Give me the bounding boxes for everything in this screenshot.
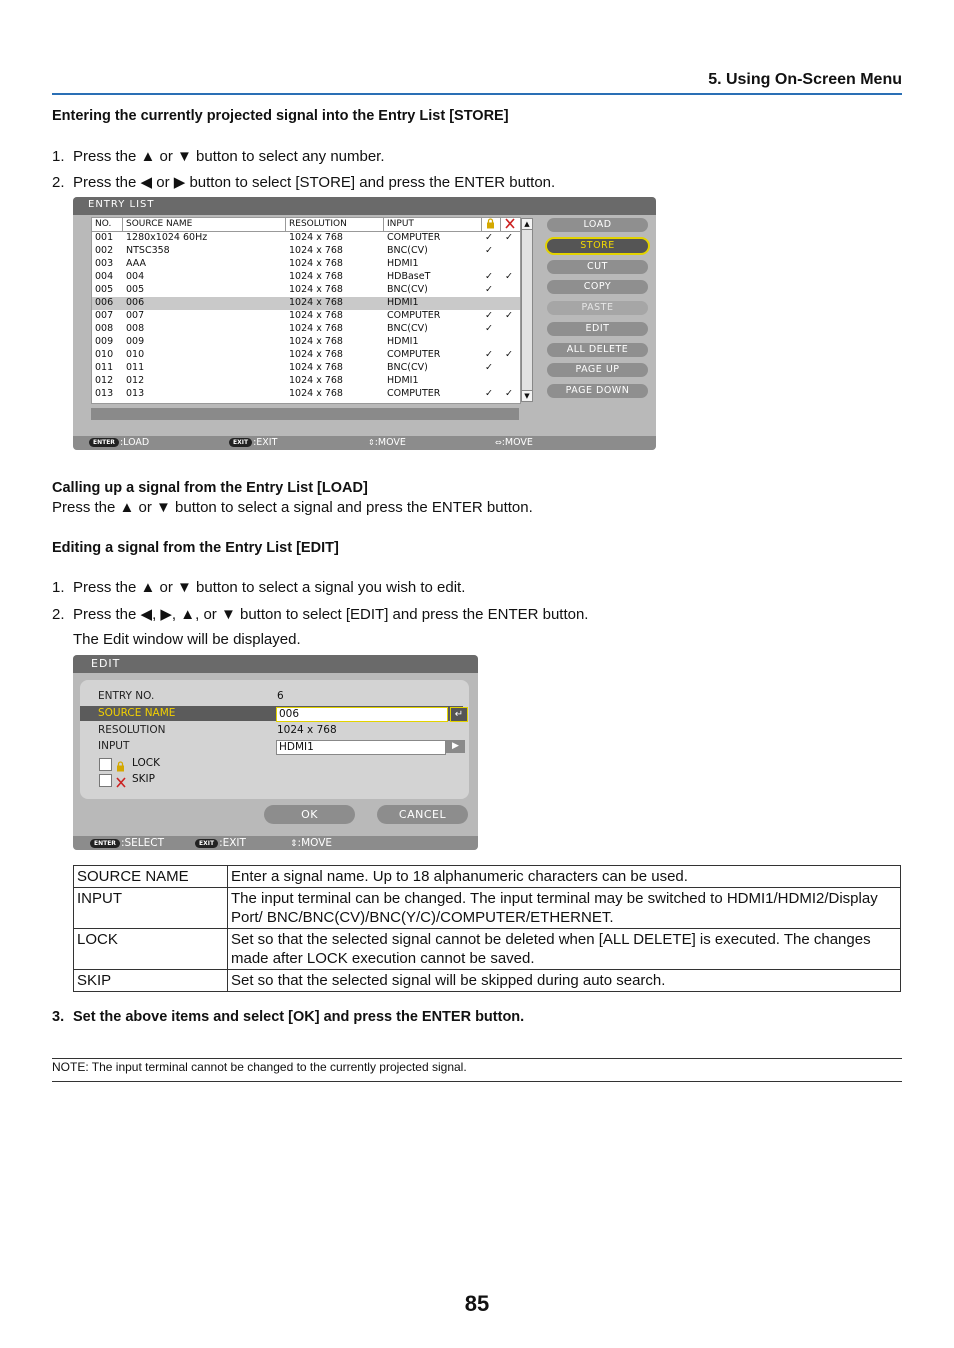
table-row[interactable] (92, 258, 520, 271)
store-button[interactable]: STORE (547, 239, 648, 253)
table-row[interactable] (92, 323, 520, 336)
edit-window-title: EDIT (73, 655, 478, 673)
paste-button[interactable]: PASTE (547, 301, 648, 315)
table-row (74, 866, 901, 888)
lock-label: LOCK (132, 757, 160, 769)
row-source-name: 012 (126, 375, 145, 386)
row-input: COMPUTER (387, 349, 441, 360)
skip-icon (505, 218, 515, 232)
row-no: 003 (95, 258, 114, 269)
enter-return-icon[interactable]: ↵ (450, 707, 468, 722)
row-lock-check: ✓ (485, 388, 493, 399)
row-no: 005 (95, 284, 114, 295)
enter-load-hint: ENTER :LOAD (89, 436, 149, 450)
row-resolution: 1024 x 768 (289, 323, 343, 334)
exit-hint: EXIT :EXIT (195, 836, 246, 850)
row-skip-check: ✓ (505, 349, 513, 360)
source-name-row[interactable]: SOURCE NAME 006 ↵ (80, 706, 463, 721)
row-input: BNC(CV) (387, 284, 428, 295)
table-row[interactable] (92, 245, 520, 258)
edit-subtext: The Edit window will be displayed. (73, 631, 301, 648)
row-resolution: 1024 x 768 (289, 310, 343, 321)
skip-label: SKIP (132, 773, 155, 785)
table-row[interactable] (92, 362, 520, 375)
row-input: COMPUTER (387, 310, 441, 321)
row-source-name: 1280x1024 60Hz (126, 232, 208, 243)
resolution-row: RESOLUTION 1024 x 768 (98, 724, 337, 736)
input-row[interactable]: INPUT HDMI1 ▶ (80, 739, 463, 754)
item-description: Set so that the selected signal cannot be deleted when [ALL DELETE] is executed. The changes made after LOCK execution cannot be saved. (228, 929, 901, 970)
note-text: NOTE: The input terminal cannot be changed to the currently projected signal. (52, 1060, 467, 1074)
row-resolution: 1024 x 768 (289, 349, 343, 360)
row-source-name: 008 (126, 323, 145, 334)
resolution-value: 1024 x 768 (277, 724, 337, 736)
row-input: BNC(CV) (387, 323, 428, 334)
entry-list-table (91, 217, 521, 404)
edit-step-3: 3. Set the above items and select [OK] and press the ENTER button. (52, 1009, 525, 1025)
row-no: 001 (95, 232, 114, 243)
row-resolution: 1024 x 768 (289, 375, 343, 386)
row-input: COMPUTER (387, 388, 441, 399)
cut-button[interactable]: CUT (547, 260, 648, 274)
row-no: 011 (95, 362, 114, 373)
row-input: HDMI1 (387, 258, 419, 269)
input-select[interactable]: HDMI1 (276, 740, 446, 755)
row-resolution: 1024 x 768 (289, 362, 343, 373)
col-source-name: SOURCE NAME (126, 219, 193, 229)
enter-key-icon: ENTER (89, 438, 119, 447)
store-step-2: 2. Press the ◀ or ▶ button to select [STORE] and press the ENTER button. (52, 174, 556, 191)
updown-arrows-icon: ⇕ (368, 438, 375, 447)
row-no: 007 (95, 310, 114, 321)
row-resolution: 1024 x 768 (289, 336, 343, 347)
row-source-name: 010 (126, 349, 145, 360)
row-lock-check: ✓ (485, 284, 493, 295)
entry-list-footer (73, 436, 656, 450)
item-name: INPUT (74, 888, 228, 929)
lock-icon (486, 218, 495, 232)
load-text: Press the ▲ or ▼ button to select a signal and press the ENTER button. (52, 499, 533, 516)
edit-footer (73, 836, 478, 850)
edit-step-1: 1. Press the ▲ or ▼ button to select a signal you wish to edit. (52, 579, 466, 596)
row-source-name: 006 (126, 297, 145, 308)
table-row[interactable] (92, 388, 520, 401)
load-heading: Calling up a signal from the Entry List [LOAD] (52, 480, 368, 496)
row-resolution: 1024 x 768 (289, 388, 343, 399)
horizontal-scrollbar[interactable] (91, 408, 519, 420)
item-description: The input terminal can be changed. The input terminal may be switched to HDMI1/HDMI2/Display Port/ BNC/BNC(CV)/BNC(Y/C)/COMPUTER/ETHERNET. (228, 888, 901, 929)
row-resolution: 1024 x 768 (289, 297, 343, 308)
table-row[interactable] (92, 284, 520, 297)
page-down-button[interactable]: PAGE DOWN (547, 384, 648, 398)
row-input: HDMI1 (387, 336, 419, 347)
move-hint: ⇕:MOVE (290, 837, 333, 849)
row-source-name: 004 (126, 271, 145, 282)
row-no: 013 (95, 388, 114, 399)
edit-step-2: 2. Press the ◀, ▶, ▲, or ▼ button to select [EDIT] and press the ENTER button. (52, 606, 589, 623)
row-source-name: 007 (126, 310, 145, 321)
table-row[interactable] (92, 375, 520, 388)
row-source-name: 013 (126, 388, 145, 399)
row-input: COMPUTER (387, 232, 441, 243)
row-resolution: 1024 x 768 (289, 284, 343, 295)
row-no: 004 (95, 271, 114, 282)
store-step-1: 1. Press the ▲ or ▼ button to select any number. (52, 148, 385, 165)
row-lock-check: ✓ (485, 271, 493, 282)
page-up-button[interactable]: PAGE UP (547, 363, 648, 377)
edit-items-table (73, 865, 901, 992)
table-row[interactable] (92, 232, 520, 245)
row-source-name: AAA (126, 258, 147, 269)
copy-button[interactable]: COPY (547, 280, 648, 294)
move-horizontal-hint: ⇔:MOVE (495, 437, 533, 448)
row-input: HDMI1 (387, 375, 419, 386)
store-heading: Entering the currently projected signal into the Entry List [STORE] (52, 108, 509, 124)
item-description: Enter a signal name. Up to 18 alphanumeric characters can be used. (228, 866, 901, 888)
row-input: HDMI1 (387, 297, 419, 308)
row-lock-check: ✓ (485, 232, 493, 243)
table-row[interactable] (92, 336, 520, 349)
move-vertical-hint: ⇕:MOVE (368, 437, 406, 448)
row-input: BNC(CV) (387, 245, 428, 256)
page-number: 85 (464, 1291, 490, 1316)
row-skip-check: ✓ (505, 232, 513, 243)
row-skip-check: ✓ (505, 310, 513, 321)
row-resolution: 1024 x 768 (289, 271, 343, 282)
edit-button[interactable]: EDIT (547, 322, 648, 336)
row-resolution: 1024 x 768 (289, 232, 343, 243)
edit-window (73, 655, 478, 850)
row-lock-check: ✓ (485, 323, 493, 334)
entry-no-row: ENTRY NO. 6 (98, 690, 284, 702)
row-lock-check: ✓ (485, 362, 493, 373)
row-no: 010 (95, 349, 114, 360)
row-input: HDBaseT (387, 271, 431, 282)
table-row[interactable] (92, 271, 520, 284)
table-row[interactable] (92, 297, 520, 310)
entry-list-header (92, 218, 520, 232)
table-row (74, 888, 901, 929)
row-input: BNC(CV) (387, 362, 428, 373)
table-row[interactable] (92, 349, 520, 362)
lock-checkbox[interactable] (99, 758, 112, 771)
col-no: NO. (95, 219, 112, 229)
row-source-name: NTSC358 (126, 245, 170, 256)
cancel-button[interactable]: CANCEL (377, 805, 468, 824)
row-source-name: 009 (126, 336, 145, 347)
all-delete-button[interactable]: ALL DELETE (547, 343, 648, 357)
play-arrow-icon[interactable]: ▶ (446, 740, 465, 753)
row-source-name: 011 (126, 362, 145, 373)
row-lock-check: ✓ (485, 349, 493, 360)
row-lock-check: ✓ (485, 245, 493, 256)
item-name: SOURCE NAME (74, 866, 228, 888)
chapter-title: 5. Using On-Screen Menu (708, 71, 902, 88)
row-no: 006 (95, 297, 114, 308)
row-skip-check: ✓ (505, 388, 513, 399)
exit-key-icon: EXIT (195, 839, 218, 848)
list-scrollbar[interactable] (521, 218, 533, 402)
table-row[interactable] (92, 310, 520, 323)
scroll-up-icon[interactable]: ▲ (522, 219, 532, 230)
updown-arrows-icon: ⇕ (290, 839, 298, 849)
note-bottom-rule (52, 1081, 902, 1082)
table-row (74, 970, 901, 992)
item-name: SKIP (74, 970, 228, 992)
enter-key-icon: ENTER (90, 839, 120, 848)
col-input: INPUT (387, 219, 414, 229)
col-resolution: RESOLUTION (289, 219, 347, 229)
exit-key-icon: EXIT (229, 438, 252, 447)
load-button[interactable]: LOAD (547, 218, 648, 232)
row-no: 008 (95, 323, 114, 334)
ok-button[interactable]: OK (264, 805, 355, 824)
header-rule (52, 93, 902, 95)
enter-select-hint: ENTER :SELECT (90, 836, 164, 850)
row-lock-check: ✓ (485, 310, 493, 321)
row-no: 009 (95, 336, 114, 347)
skip-icon (116, 773, 126, 792)
row-no: 012 (95, 375, 114, 386)
exit-hint: EXIT :EXIT (229, 436, 277, 450)
scroll-down-icon[interactable]: ▼ (522, 390, 532, 401)
entry-list-title: ENTRY LIST (73, 197, 656, 215)
skip-checkbox[interactable] (99, 774, 112, 787)
row-resolution: 1024 x 768 (289, 245, 343, 256)
row-resolution: 1024 x 768 (289, 258, 343, 269)
item-description: Set so that the selected signal will be skipped during auto search. (228, 970, 901, 992)
note-top-rule (52, 1058, 902, 1059)
row-source-name: 005 (126, 284, 145, 295)
item-name: LOCK (74, 929, 228, 970)
source-name-input[interactable]: 006 (276, 707, 448, 722)
leftright-arrows-icon: ⇔ (495, 438, 502, 447)
row-no: 002 (95, 245, 114, 256)
entry-list-window (73, 197, 656, 450)
entry-no-value: 6 (277, 690, 284, 702)
edit-heading: Editing a signal from the Entry List [EDIT] (52, 540, 339, 556)
row-skip-check: ✓ (505, 271, 513, 282)
table-row (74, 929, 901, 970)
